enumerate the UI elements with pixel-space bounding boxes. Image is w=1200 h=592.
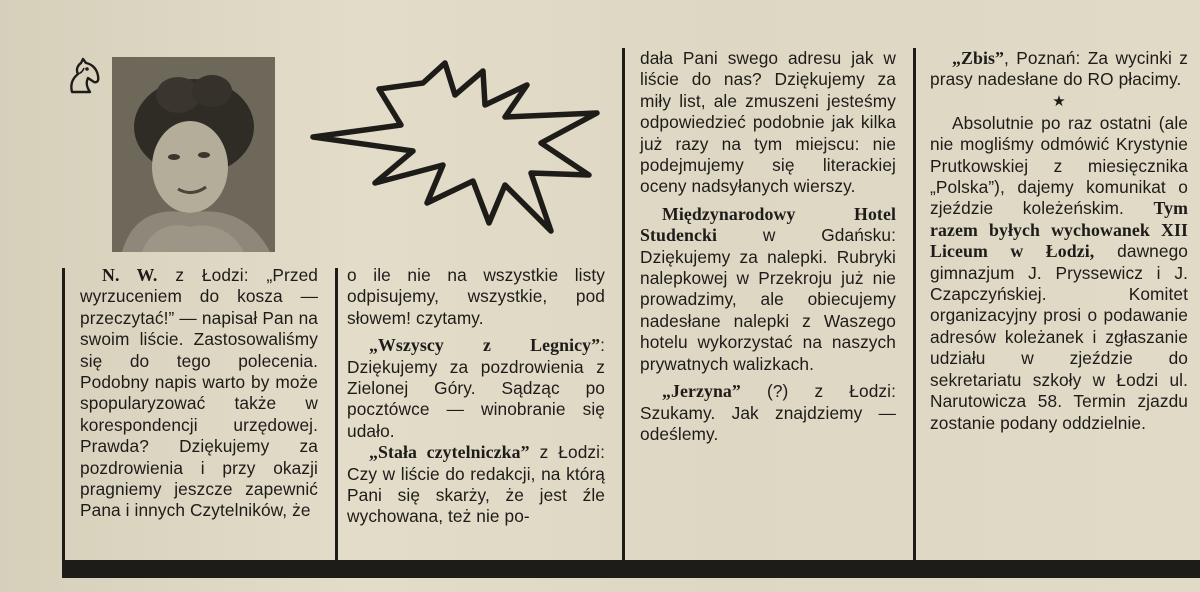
reply-text: : Dziękujemy za pozdrowienia z Zielonej Góry. Sądząc po pocztówce — winobranie się udało. xyxy=(347,335,605,441)
reply-addressee: Międzynarodowy Hotel Studencki xyxy=(640,203,896,246)
ink-star-illustration xyxy=(305,55,605,240)
reply-addressee: „Jerzyna” xyxy=(662,381,741,402)
reply-text: z Łodzi: Czy w liście do redakcji, na którą Pani się skarży, że jest źle wychowana, też nie po- xyxy=(347,442,605,527)
reply-continuation xyxy=(640,48,896,198)
bottom-rule xyxy=(62,560,1200,578)
column-1 xyxy=(80,265,318,522)
column-rule-2 xyxy=(335,268,338,560)
reply-addressee: „Stała czytelniczka” xyxy=(369,442,530,463)
reply-addressee: „Wszyscy z Legnicy” xyxy=(369,335,601,356)
reply-text: dawnego gimnazjum J. Pryssewicz i J. Czapczyńskiej. Komitet organizacyjny prosi o podawanie adresów koleżanek i zgłaszanie udziału w zjeździe do sekretariatu szkoły w Łodzi ul. Narutowicza 58. Termin zjazdu zostanie podany oddzielnie. xyxy=(930,241,1188,433)
reply-addressee: „Zbis” xyxy=(952,48,1004,68)
column-rule-1 xyxy=(62,268,65,560)
column-rule-3 xyxy=(622,48,625,560)
reply-text: w Gdańsku: Dziękujemy za nalepki. Rubryki nalepkowej w Przekroju już nie prowadzimy, ale obiecujemy nadesłane nalepki z Waszego hotelu wykorzystać na naszych prywatnych walizkach. xyxy=(640,225,896,374)
reply-text: Absolutnie po raz ostatni (ale nie mogliśmy odmówić Krystynie Prutkowskiej z miesięcznika „Polska”), dajemy komunikat o zjeździe koleżeńskim. xyxy=(930,112,1188,219)
column-3 xyxy=(640,48,896,445)
letter-reply-zbis xyxy=(930,48,1188,91)
reply-text: (?) z Łodzi: Szukamy. Jak znajdziemy — odeślemy. xyxy=(640,381,896,444)
column-4 xyxy=(930,48,1188,434)
column-rule-4 xyxy=(913,48,916,560)
reply-text: , Poznań: Za wycinki z prasy nadesłane do RO płacimy. xyxy=(930,48,1188,90)
letter-reply-czytelniczka xyxy=(347,442,605,528)
reply-addressee: N. W. xyxy=(102,265,158,285)
chess-knight-icon xyxy=(64,56,106,96)
letter-reply-nw xyxy=(80,265,318,522)
reply-continuation xyxy=(347,265,605,329)
letter-reply-jerzyna xyxy=(640,381,896,445)
reply-text: o ile nie na wszystkie listy odpisujemy, wszystkie, pod słowem! czytamy. xyxy=(347,265,605,328)
letter-reply-legnica xyxy=(347,335,605,442)
reply-highlight: Tym razem byłych wychowanek XII Liceum w Łodzi, xyxy=(930,198,1188,262)
portrait-photo xyxy=(112,57,275,252)
reunion-announcement xyxy=(930,113,1188,434)
reply-text: dała Pani swego adresu jak w liście do nas? Dziękujemy za miły list, ale zmuszeni jesteśmy odpowiedzieć podobnie jak kilka już razy na tym miejscu: nie podejmujemy się literackiej oceny nadsyłanych wierszy. xyxy=(640,48,896,197)
letter-reply-hotel xyxy=(640,204,896,375)
star-separator: ★ xyxy=(1052,92,1066,110)
column-2 xyxy=(347,265,605,528)
reply-text: z Łodzi: „Przed wyrzuceniem do kosza — przeczytać!” — napisał Pan na swoim liście. Zastosowaliśmy się do tego polecenia. Podobny napis warto by może spopularyzować także w korespondencji urzędowej. Prawda? Dziękujemy za pozdrowienia i przy okazji pragniemy jeszcze zapewnić Pana i innych Czytelników, że xyxy=(80,265,318,521)
